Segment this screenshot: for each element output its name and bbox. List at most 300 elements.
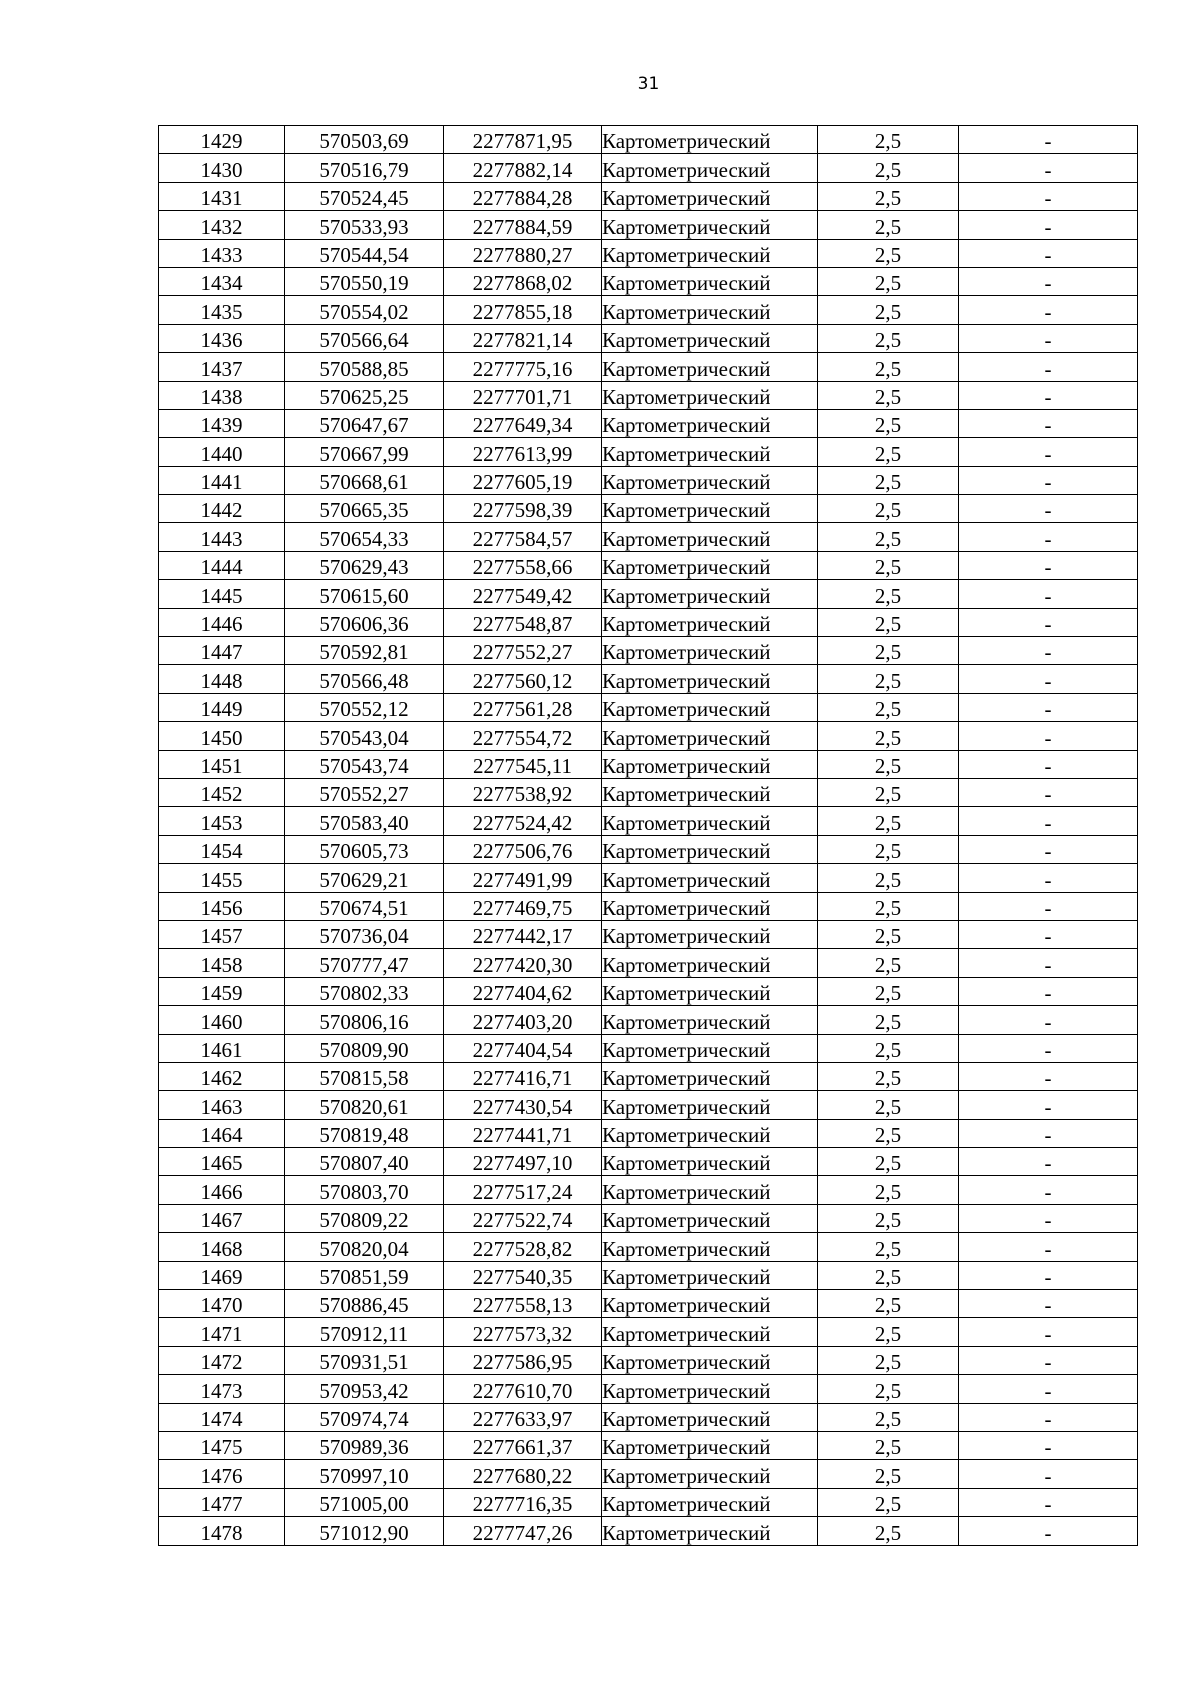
method-cell: Картометрический [602,1460,818,1488]
accuracy-cell: 2,5 [818,1148,959,1176]
table-row [159,466,1138,494]
point-number-cell: 1429 [159,126,285,154]
accuracy-cell: 2,5 [818,1062,959,1090]
point-number-cell: 1472 [159,1346,285,1374]
note-cell: - [959,1403,1138,1431]
point-number-cell: 1451 [159,750,285,778]
method-cell: Картометрический [602,1091,818,1119]
table-row [159,1006,1138,1034]
table-row [159,182,1138,210]
note-cell: - [959,1148,1138,1176]
point-number-cell: 1478 [159,1517,285,1545]
accuracy-cell: 2,5 [818,1431,959,1459]
accuracy-cell: 2,5 [818,1460,959,1488]
y-coordinate-cell: 2277442,17 [444,920,602,948]
x-coordinate-cell: 570807,40 [285,1148,444,1176]
y-coordinate-cell: 2277524,42 [444,807,602,835]
point-number-cell: 1449 [159,693,285,721]
table-row [159,239,1138,267]
y-coordinate-cell: 2277554,72 [444,722,602,750]
note-cell: - [959,381,1138,409]
accuracy-cell: 2,5 [818,1006,959,1034]
note-cell: - [959,551,1138,579]
y-coordinate-cell: 2277430,54 [444,1091,602,1119]
table-row [159,126,1138,154]
point-number-cell: 1456 [159,892,285,920]
note-cell: - [959,1318,1138,1346]
y-coordinate-cell: 2277573,32 [444,1318,602,1346]
point-number-cell: 1461 [159,1034,285,1062]
note-cell: - [959,1091,1138,1119]
table-row [159,778,1138,806]
table-row [159,1233,1138,1261]
table-row [159,381,1138,409]
table-row [159,864,1138,892]
note-cell: - [959,211,1138,239]
accuracy-cell: 2,5 [818,750,959,778]
x-coordinate-cell: 570803,70 [285,1176,444,1204]
note-cell: - [959,523,1138,551]
y-coordinate-cell: 2277540,35 [444,1261,602,1289]
accuracy-cell: 2,5 [818,1233,959,1261]
accuracy-cell: 2,5 [818,495,959,523]
y-coordinate-cell: 2277884,28 [444,182,602,210]
table-row [159,353,1138,381]
accuracy-cell: 2,5 [818,239,959,267]
note-cell: - [959,1346,1138,1374]
x-coordinate-cell: 570588,85 [285,353,444,381]
x-coordinate-cell: 570544,54 [285,239,444,267]
y-coordinate-cell: 2277821,14 [444,324,602,352]
x-coordinate-cell: 570554,02 [285,296,444,324]
x-coordinate-cell: 570552,27 [285,778,444,806]
accuracy-cell: 2,5 [818,1261,959,1289]
point-number-cell: 1438 [159,381,285,409]
point-number-cell: 1447 [159,637,285,665]
note-cell: - [959,1261,1138,1289]
x-coordinate-cell: 570809,90 [285,1034,444,1062]
point-number-cell: 1455 [159,864,285,892]
point-number-cell: 1452 [159,778,285,806]
table-row [159,580,1138,608]
method-cell: Картометрический [602,920,818,948]
y-coordinate-cell: 2277538,92 [444,778,602,806]
note-cell: - [959,1204,1138,1232]
point-number-cell: 1476 [159,1460,285,1488]
accuracy-cell: 2,5 [818,1488,959,1516]
point-number-cell: 1468 [159,1233,285,1261]
accuracy-cell: 2,5 [818,466,959,494]
accuracy-cell: 2,5 [818,1091,959,1119]
note-cell: - [959,977,1138,1005]
point-number-cell: 1448 [159,665,285,693]
x-coordinate-cell: 570566,48 [285,665,444,693]
accuracy-cell: 2,5 [818,580,959,608]
y-coordinate-cell: 2277871,95 [444,126,602,154]
table-row [159,1062,1138,1090]
y-coordinate-cell: 2277605,19 [444,466,602,494]
point-number-cell: 1466 [159,1176,285,1204]
y-coordinate-cell: 2277775,16 [444,353,602,381]
x-coordinate-cell: 570647,67 [285,409,444,437]
y-coordinate-cell: 2277880,27 [444,239,602,267]
method-cell: Картометрический [602,551,818,579]
table-row [159,1119,1138,1147]
y-coordinate-cell: 2277404,54 [444,1034,602,1062]
note-cell: - [959,1006,1138,1034]
accuracy-cell: 2,5 [818,864,959,892]
method-cell: Картометрический [602,1176,818,1204]
point-number-cell: 1430 [159,154,285,182]
accuracy-cell: 2,5 [818,665,959,693]
note-cell: - [959,267,1138,295]
table-row [159,1290,1138,1318]
note-cell: - [959,296,1138,324]
y-coordinate-cell: 2277613,99 [444,438,602,466]
table-row [159,438,1138,466]
note-cell: - [959,1034,1138,1062]
table-row [159,1318,1138,1346]
note-cell: - [959,693,1138,721]
y-coordinate-cell: 2277416,71 [444,1062,602,1090]
method-cell: Картометрический [602,1062,818,1090]
y-coordinate-cell: 2277561,28 [444,693,602,721]
y-coordinate-cell: 2277747,26 [444,1517,602,1545]
method-cell: Картометрический [602,977,818,1005]
y-coordinate-cell: 2277680,22 [444,1460,602,1488]
x-coordinate-cell: 570583,40 [285,807,444,835]
x-coordinate-cell: 570552,12 [285,693,444,721]
accuracy-cell: 2,5 [818,154,959,182]
accuracy-cell: 2,5 [818,1318,959,1346]
accuracy-cell: 2,5 [818,1346,959,1374]
method-cell: Картометрический [602,1517,818,1545]
accuracy-cell: 2,5 [818,523,959,551]
method-cell: Картометрический [602,1119,818,1147]
point-number-cell: 1454 [159,835,285,863]
note-cell: - [959,1460,1138,1488]
note-cell: - [959,778,1138,806]
x-coordinate-cell: 570809,22 [285,1204,444,1232]
x-coordinate-cell: 570543,74 [285,750,444,778]
method-cell: Картометрический [602,154,818,182]
point-number-cell: 1432 [159,211,285,239]
accuracy-cell: 2,5 [818,608,959,636]
point-number-cell: 1467 [159,1204,285,1232]
accuracy-cell: 2,5 [818,1403,959,1431]
x-coordinate-cell: 571012,90 [285,1517,444,1545]
x-coordinate-cell: 570606,36 [285,608,444,636]
x-coordinate-cell: 570566,64 [285,324,444,352]
accuracy-cell: 2,5 [818,1290,959,1318]
x-coordinate-cell: 570820,04 [285,1233,444,1261]
page-number: 31 [637,74,660,94]
x-coordinate-cell: 570886,45 [285,1290,444,1318]
y-coordinate-cell: 2277497,10 [444,1148,602,1176]
x-coordinate-cell: 570592,81 [285,637,444,665]
table-row [159,551,1138,579]
method-cell: Картометрический [602,1488,818,1516]
note-cell: - [959,807,1138,835]
accuracy-cell: 2,5 [818,1176,959,1204]
point-number-cell: 1436 [159,324,285,352]
x-coordinate-cell: 570820,61 [285,1091,444,1119]
point-number-cell: 1473 [159,1375,285,1403]
method-cell: Картометрический [602,1233,818,1261]
x-coordinate-cell: 570953,42 [285,1375,444,1403]
point-number-cell: 1443 [159,523,285,551]
x-coordinate-cell: 570667,99 [285,438,444,466]
note-cell: - [959,1233,1138,1261]
method-cell: Картометрический [602,126,818,154]
table-row [159,807,1138,835]
coordinates-table-body [159,126,1138,1546]
x-coordinate-cell: 570605,73 [285,835,444,863]
point-number-cell: 1464 [159,1119,285,1147]
method-cell: Картометрический [602,324,818,352]
note-cell: - [959,154,1138,182]
point-number-cell: 1442 [159,495,285,523]
point-number-cell: 1474 [159,1403,285,1431]
point-number-cell: 1437 [159,353,285,381]
y-coordinate-cell: 2277528,82 [444,1233,602,1261]
y-coordinate-cell: 2277855,18 [444,296,602,324]
method-cell: Картометрический [602,665,818,693]
y-coordinate-cell: 2277560,12 [444,665,602,693]
table-row [159,949,1138,977]
x-coordinate-cell: 570503,69 [285,126,444,154]
table-row [159,1517,1138,1545]
point-number-cell: 1433 [159,239,285,267]
point-number-cell: 1439 [159,409,285,437]
y-coordinate-cell: 2277633,97 [444,1403,602,1431]
x-coordinate-cell: 570997,10 [285,1460,444,1488]
note-cell: - [959,1290,1138,1318]
y-coordinate-cell: 2277491,99 [444,864,602,892]
table-row [159,835,1138,863]
table-row [159,608,1138,636]
note-cell: - [959,665,1138,693]
x-coordinate-cell: 570736,04 [285,920,444,948]
accuracy-cell: 2,5 [818,1517,959,1545]
point-number-cell: 1470 [159,1290,285,1318]
method-cell: Картометрический [602,864,818,892]
table-row [159,1403,1138,1431]
x-coordinate-cell: 570629,43 [285,551,444,579]
y-coordinate-cell: 2277649,34 [444,409,602,437]
method-cell: Картометрический [602,211,818,239]
note-cell: - [959,835,1138,863]
note-cell: - [959,182,1138,210]
accuracy-cell: 2,5 [818,977,959,1005]
table-row [159,1204,1138,1232]
point-number-cell: 1462 [159,1062,285,1090]
x-coordinate-cell: 570815,58 [285,1062,444,1090]
y-coordinate-cell: 2277441,71 [444,1119,602,1147]
note-cell: - [959,722,1138,750]
table-row [159,892,1138,920]
x-coordinate-cell: 570851,59 [285,1261,444,1289]
note-cell: - [959,324,1138,352]
point-number-cell: 1444 [159,551,285,579]
method-cell: Картометрический [602,608,818,636]
method-cell: Картометрический [602,693,818,721]
accuracy-cell: 2,5 [818,267,959,295]
accuracy-cell: 2,5 [818,438,959,466]
method-cell: Картометрический [602,495,818,523]
method-cell: Картометрический [602,1261,818,1289]
table-row [159,920,1138,948]
method-cell: Картометрический [602,1346,818,1374]
x-coordinate-cell: 570550,19 [285,267,444,295]
table-row [159,523,1138,551]
table-row [159,1176,1138,1204]
method-cell: Картометрический [602,1148,818,1176]
point-number-cell: 1434 [159,267,285,295]
table-row [159,1091,1138,1119]
y-coordinate-cell: 2277716,35 [444,1488,602,1516]
method-cell: Картометрический [602,580,818,608]
accuracy-cell: 2,5 [818,693,959,721]
point-number-cell: 1458 [159,949,285,977]
x-coordinate-cell: 570912,11 [285,1318,444,1346]
accuracy-cell: 2,5 [818,807,959,835]
y-coordinate-cell: 2277598,39 [444,495,602,523]
table-row [159,977,1138,1005]
x-coordinate-cell: 570668,61 [285,466,444,494]
point-number-cell: 1471 [159,1318,285,1346]
method-cell: Картометрический [602,807,818,835]
method-cell: Картометрический [602,523,818,551]
point-number-cell: 1441 [159,466,285,494]
method-cell: Картометрический [602,466,818,494]
method-cell: Картометрический [602,267,818,295]
method-cell: Картометрический [602,409,818,437]
point-number-cell: 1446 [159,608,285,636]
y-coordinate-cell: 2277545,11 [444,750,602,778]
note-cell: - [959,750,1138,778]
accuracy-cell: 2,5 [818,637,959,665]
y-coordinate-cell: 2277469,75 [444,892,602,920]
x-coordinate-cell: 570674,51 [285,892,444,920]
note-cell: - [959,1176,1138,1204]
accuracy-cell: 2,5 [818,409,959,437]
method-cell: Картометрический [602,949,818,977]
point-number-cell: 1459 [159,977,285,1005]
y-coordinate-cell: 2277558,66 [444,551,602,579]
method-cell: Картометрический [602,750,818,778]
note-cell: - [959,438,1138,466]
table-row [159,211,1138,239]
note-cell: - [959,1488,1138,1516]
y-coordinate-cell: 2277403,20 [444,1006,602,1034]
method-cell: Картометрический [602,892,818,920]
table-row [159,1261,1138,1289]
x-coordinate-cell: 570989,36 [285,1431,444,1459]
accuracy-cell: 2,5 [818,892,959,920]
table-row [159,637,1138,665]
method-cell: Картометрический [602,1290,818,1318]
y-coordinate-cell: 2277404,62 [444,977,602,1005]
x-coordinate-cell: 570931,51 [285,1346,444,1374]
method-cell: Картометрический [602,1431,818,1459]
point-number-cell: 1460 [159,1006,285,1034]
method-cell: Картометрический [602,182,818,210]
accuracy-cell: 2,5 [818,551,959,579]
table-row [159,1375,1138,1403]
method-cell: Картометрический [602,239,818,267]
table-row [159,1034,1138,1062]
note-cell: - [959,495,1138,523]
accuracy-cell: 2,5 [818,722,959,750]
table-row [159,1148,1138,1176]
y-coordinate-cell: 2277552,27 [444,637,602,665]
accuracy-cell: 2,5 [818,1119,959,1147]
x-coordinate-cell: 571005,00 [285,1488,444,1516]
table-row [159,267,1138,295]
x-coordinate-cell: 570524,45 [285,182,444,210]
method-cell: Картометрический [602,1403,818,1431]
point-number-cell: 1435 [159,296,285,324]
y-coordinate-cell: 2277549,42 [444,580,602,608]
y-coordinate-cell: 2277506,76 [444,835,602,863]
y-coordinate-cell: 2277610,70 [444,1375,602,1403]
point-number-cell: 1431 [159,182,285,210]
method-cell: Картометрический [602,835,818,863]
method-cell: Картометрический [602,438,818,466]
method-cell: Картометрический [602,1034,818,1062]
method-cell: Картометрический [602,722,818,750]
point-number-cell: 1457 [159,920,285,948]
point-number-cell: 1450 [159,722,285,750]
point-number-cell: 1440 [159,438,285,466]
y-coordinate-cell: 2277558,13 [444,1290,602,1318]
y-coordinate-cell: 2277882,14 [444,154,602,182]
x-coordinate-cell: 570533,93 [285,211,444,239]
point-number-cell: 1469 [159,1261,285,1289]
table-row [159,1431,1138,1459]
note-cell: - [959,920,1138,948]
y-coordinate-cell: 2277420,30 [444,949,602,977]
note-cell: - [959,1062,1138,1090]
method-cell: Картометрический [602,381,818,409]
method-cell: Картометрический [602,1204,818,1232]
method-cell: Картометрический [602,1375,818,1403]
table-row [159,722,1138,750]
y-coordinate-cell: 2277548,87 [444,608,602,636]
coordinates-table [158,125,1138,1546]
table-row [159,750,1138,778]
x-coordinate-cell: 570974,74 [285,1403,444,1431]
accuracy-cell: 2,5 [818,1034,959,1062]
method-cell: Картометрический [602,1006,818,1034]
x-coordinate-cell: 570625,25 [285,381,444,409]
note-cell: - [959,353,1138,381]
x-coordinate-cell: 570629,21 [285,864,444,892]
note-cell: - [959,1517,1138,1545]
accuracy-cell: 2,5 [818,835,959,863]
accuracy-cell: 2,5 [818,381,959,409]
y-coordinate-cell: 2277584,57 [444,523,602,551]
note-cell: - [959,864,1138,892]
y-coordinate-cell: 2277522,74 [444,1204,602,1232]
x-coordinate-cell: 570665,35 [285,495,444,523]
table-row [159,1460,1138,1488]
y-coordinate-cell: 2277868,02 [444,267,602,295]
table-row [159,296,1138,324]
table-row [159,665,1138,693]
accuracy-cell: 2,5 [818,778,959,806]
